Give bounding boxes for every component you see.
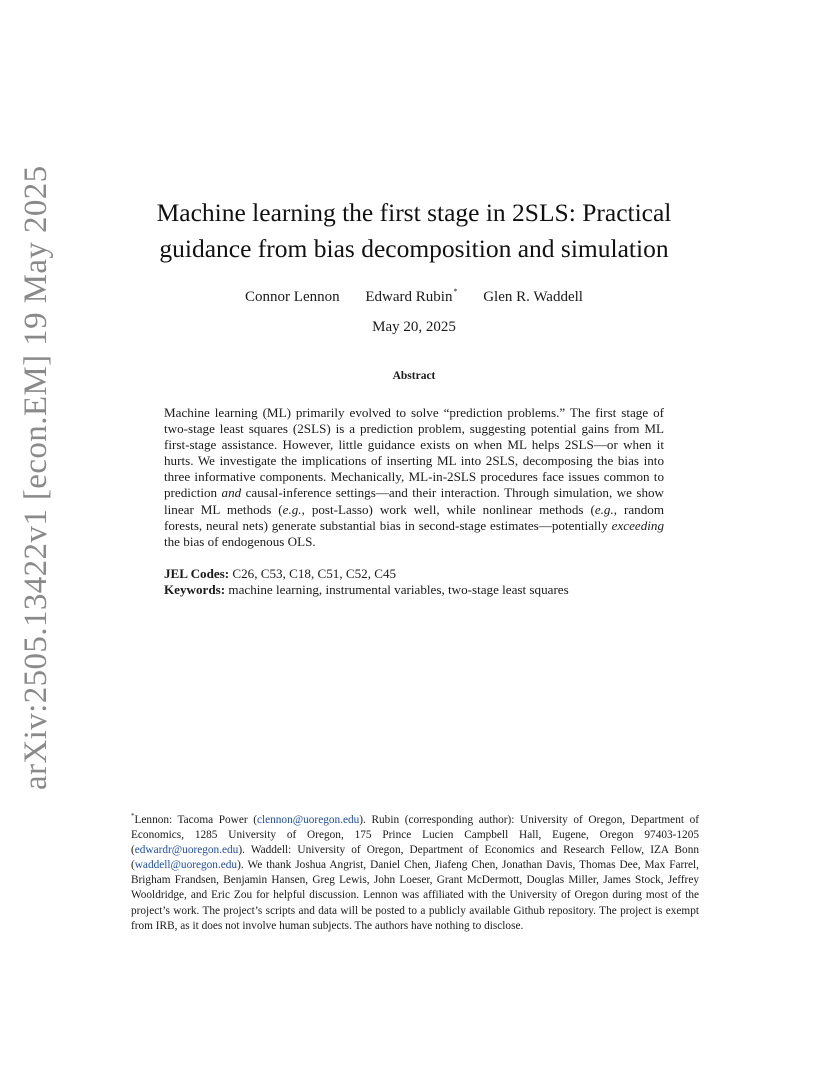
- footnote-mark: *: [131, 812, 135, 820]
- email-link-lennon[interactable]: clennon@uoregon.edu: [256, 814, 360, 826]
- abstract-emphasis-and: and: [221, 485, 242, 501]
- abstract-emphasis-eg-2: e.g.: [594, 501, 614, 517]
- footnote-part-1: Lennon: Tacoma Power (: [134, 814, 257, 826]
- jel-label: JEL Codes:: [164, 566, 230, 581]
- footnote-part-4: ). We thank Joshua Angrist, Daniel Chen, Jiafeng Chen, Jonathan Davis, Thomas Dee, Max Farrel, Brigham Frandsen, Benjamin Hansen, Greg Lewis, John Loeser, Grant McDermott, Douglas Miller, James Stock, Jeffrey Wooldridge, and Eric Zou for helpful discussion. Lennon was affiliated with the University of Oregon during most of the project’s work. The project’s scripts and data will be posted to a publicly available Github repository. The project is exempt from IRB, as it does not involve human subjects. The authors have nothing to disclose.: [131, 859, 699, 932]
- abstract-part-1: Machine learning (ML) primarily evolved to solve “prediction problems.” The first stage of two-stage least squares (2SLS) is a prediction problem, suggesting potential gains from ML first-stage assistance. However, little guidance exists on when ML helps 2SLS—or when it hurts. We investigate the implications of inserting ML into 2SLS, decomposing the bias into three informative components. Mechanically, ML-in-2SLS procedures face issues common to prediction: [164, 405, 664, 501]
- abstract-part-5: the bias of endogenous OLS.: [164, 533, 316, 549]
- title-line-2: guidance from bias decomposition and simulation: [159, 234, 669, 263]
- author-list: [110, 287, 718, 306]
- email-link-rubin[interactable]: edwardr@uoregon.edu: [134, 844, 239, 857]
- keywords-values: machine learning, instrumental variables, two-stage least squares: [225, 582, 569, 598]
- abstract-heading: Abstract: [392, 370, 436, 382]
- author-rubin: [365, 289, 457, 305]
- abstract-part-4: , random forests, neural nets) generate substantial bias in second-stage estimates—potentially: [164, 501, 665, 533]
- author-rubin-name: Edward Rubin: [365, 289, 453, 305]
- author-waddell: Glen R. Waddell: [483, 289, 583, 305]
- abstract-emphasis-exceeding: exceeding: [611, 517, 664, 533]
- jel-codes: [164, 566, 664, 582]
- footnote-part-3: ). Waddell: University of Oregon, Department of Economics and Research Fellow, IZA Bonn (: [131, 844, 699, 872]
- author-footnote: [131, 809, 699, 934]
- author-lennon: Connor Lennon: [245, 289, 340, 305]
- abstract-text: [164, 405, 664, 550]
- email-link-waddell[interactable]: waddell@uoregon.edu: [134, 859, 238, 872]
- keywords: [164, 582, 664, 598]
- paper-title: [110, 195, 718, 267]
- keywords-label: Keywords:: [164, 582, 226, 598]
- abstract-part-3: , post-Lasso) work well, while nonlinear methods (: [301, 501, 595, 517]
- corresponding-author-mark[interactable]: *: [453, 287, 458, 296]
- paper-date: May 20, 2025: [372, 319, 456, 335]
- abstract-part-2: causal-inference settings—and their interaction. Through simulation, we show linear ML methods (: [164, 485, 665, 517]
- title-line-1: Machine learning the first stage in 2SLS: Practical: [156, 198, 672, 227]
- arxiv-identifier: arXiv:2505.13422v1 [econ.EM] 19 May 2025: [18, 165, 54, 790]
- jel-values: C26, C53, C18, C51, C52, C45: [229, 566, 397, 581]
- classification-block: [164, 566, 664, 598]
- abstract-emphasis-eg-1: e.g.: [282, 501, 302, 517]
- footnote-part-2: ). Rubin (corresponding author): University of Oregon, Department of Economics, 1285 University of Oregon, 175 Prince Lucien Campbell Hall, Eugene, Oregon 97403-1205 (: [131, 814, 699, 857]
